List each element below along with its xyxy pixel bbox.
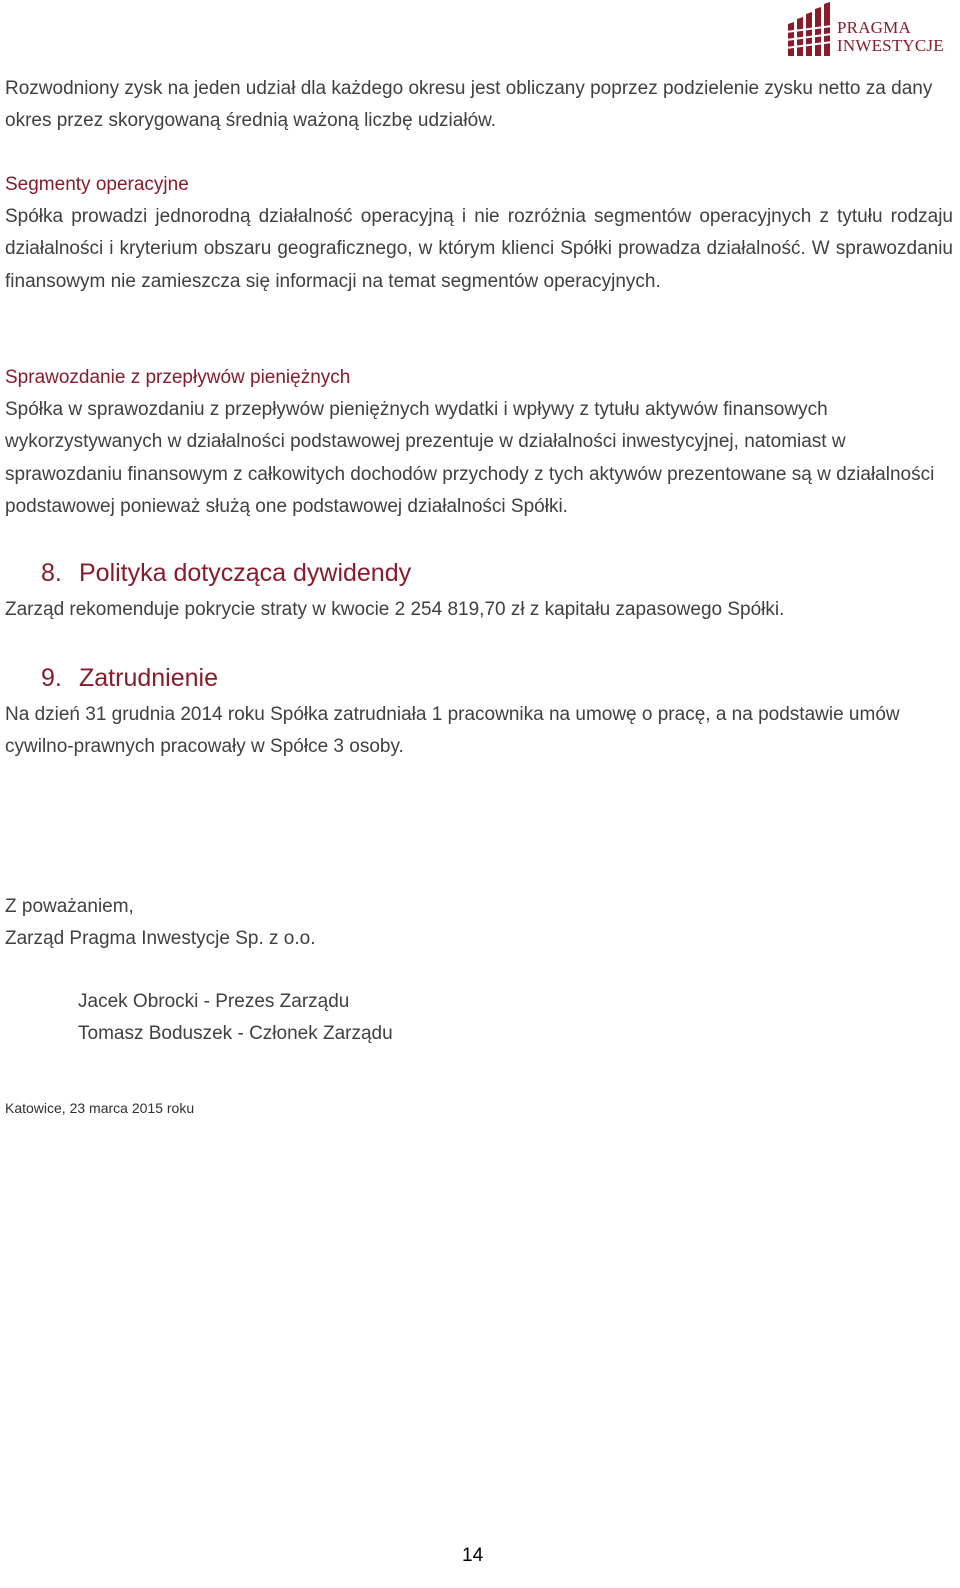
section-9-title: Zatrudnienie — [79, 664, 218, 692]
logo-bars-icon — [786, 2, 836, 58]
section-8-paragraph: Zarząd rekomenduje pokrycie straty w kwocie 2 254 819,70 zł z kapitału zapasowego Spółki. — [5, 599, 785, 620]
signatory-president: Jacek Obrocki - Prezes Zarządu — [78, 991, 350, 1012]
cashflow-paragraph: Spółka w sprawozdaniu z przepływów pieniężnych wydatki i wpływy z tytułu aktywów finansowych wykorzystywanych w działalności podstawowej prezentuje w działalności inwestycyjnej, natomiast w sprawozdaniu finansowym z całkowitych dochodów przychody z tych aktywów prezentowane są w działalności podstawowej ponieważ służą one podstawowej działalności Spółki. — [5, 399, 935, 517]
signatory-member: Tomasz Boduszek - Członek Zarządu — [78, 1023, 393, 1044]
cashflow-heading: Sprawozdanie z przepływów pieniężnych — [5, 367, 351, 388]
section-8-number: 8. — [41, 559, 62, 587]
section-8-title: Polityka dotycząca dywidendy — [79, 559, 412, 587]
logo-wordmark — [837, 19, 944, 55]
closing-greeting: Z poważaniem, — [5, 896, 134, 917]
section-9-paragraph: Na dzień 31 grudnia 2014 roku Spółka zatrudniała 1 pracownika na umowę o pracę, a na podstawie umów cywilno-prawnych pracowały w Spółce 3 osoby. — [5, 704, 900, 758]
section-9-heading — [41, 662, 218, 694]
closing-board: Zarząd Pragma Inwestycje Sp. z o.o. — [5, 928, 316, 949]
section-8-heading — [41, 557, 411, 589]
company-logo — [786, 2, 956, 60]
logo-line-inwestycje: INWESTYCJE — [837, 36, 944, 55]
segments-paragraph: Spółka prowadzi jednorodną działalność operacyjną i nie rozróżnia segmentów operacyjnych z tytułu rodzaju działalności i kryterium obszaru geograficznego, w którym klienci Spółki prowadza działalność. W sprawozdaniu finansowym nie zamieszcza się informacji na temat segmentów operacyjnych. — [5, 206, 953, 292]
logo-line-pragma: PRAGMA — [837, 18, 911, 37]
eps-paragraph: Rozwodniony zysk na jeden udział dla każdego okresu jest obliczany poprzez podzielenie zysku netto za dany okres przez skorygowaną średnią ważoną liczbę udziałów. — [5, 78, 933, 132]
place-date: Katowice, 23 marca 2015 roku — [5, 1100, 195, 1116]
section-9-number: 9. — [41, 664, 62, 692]
segments-heading: Segmenty operacyjne — [5, 174, 189, 195]
page-number: 14 — [462, 1545, 484, 1566]
